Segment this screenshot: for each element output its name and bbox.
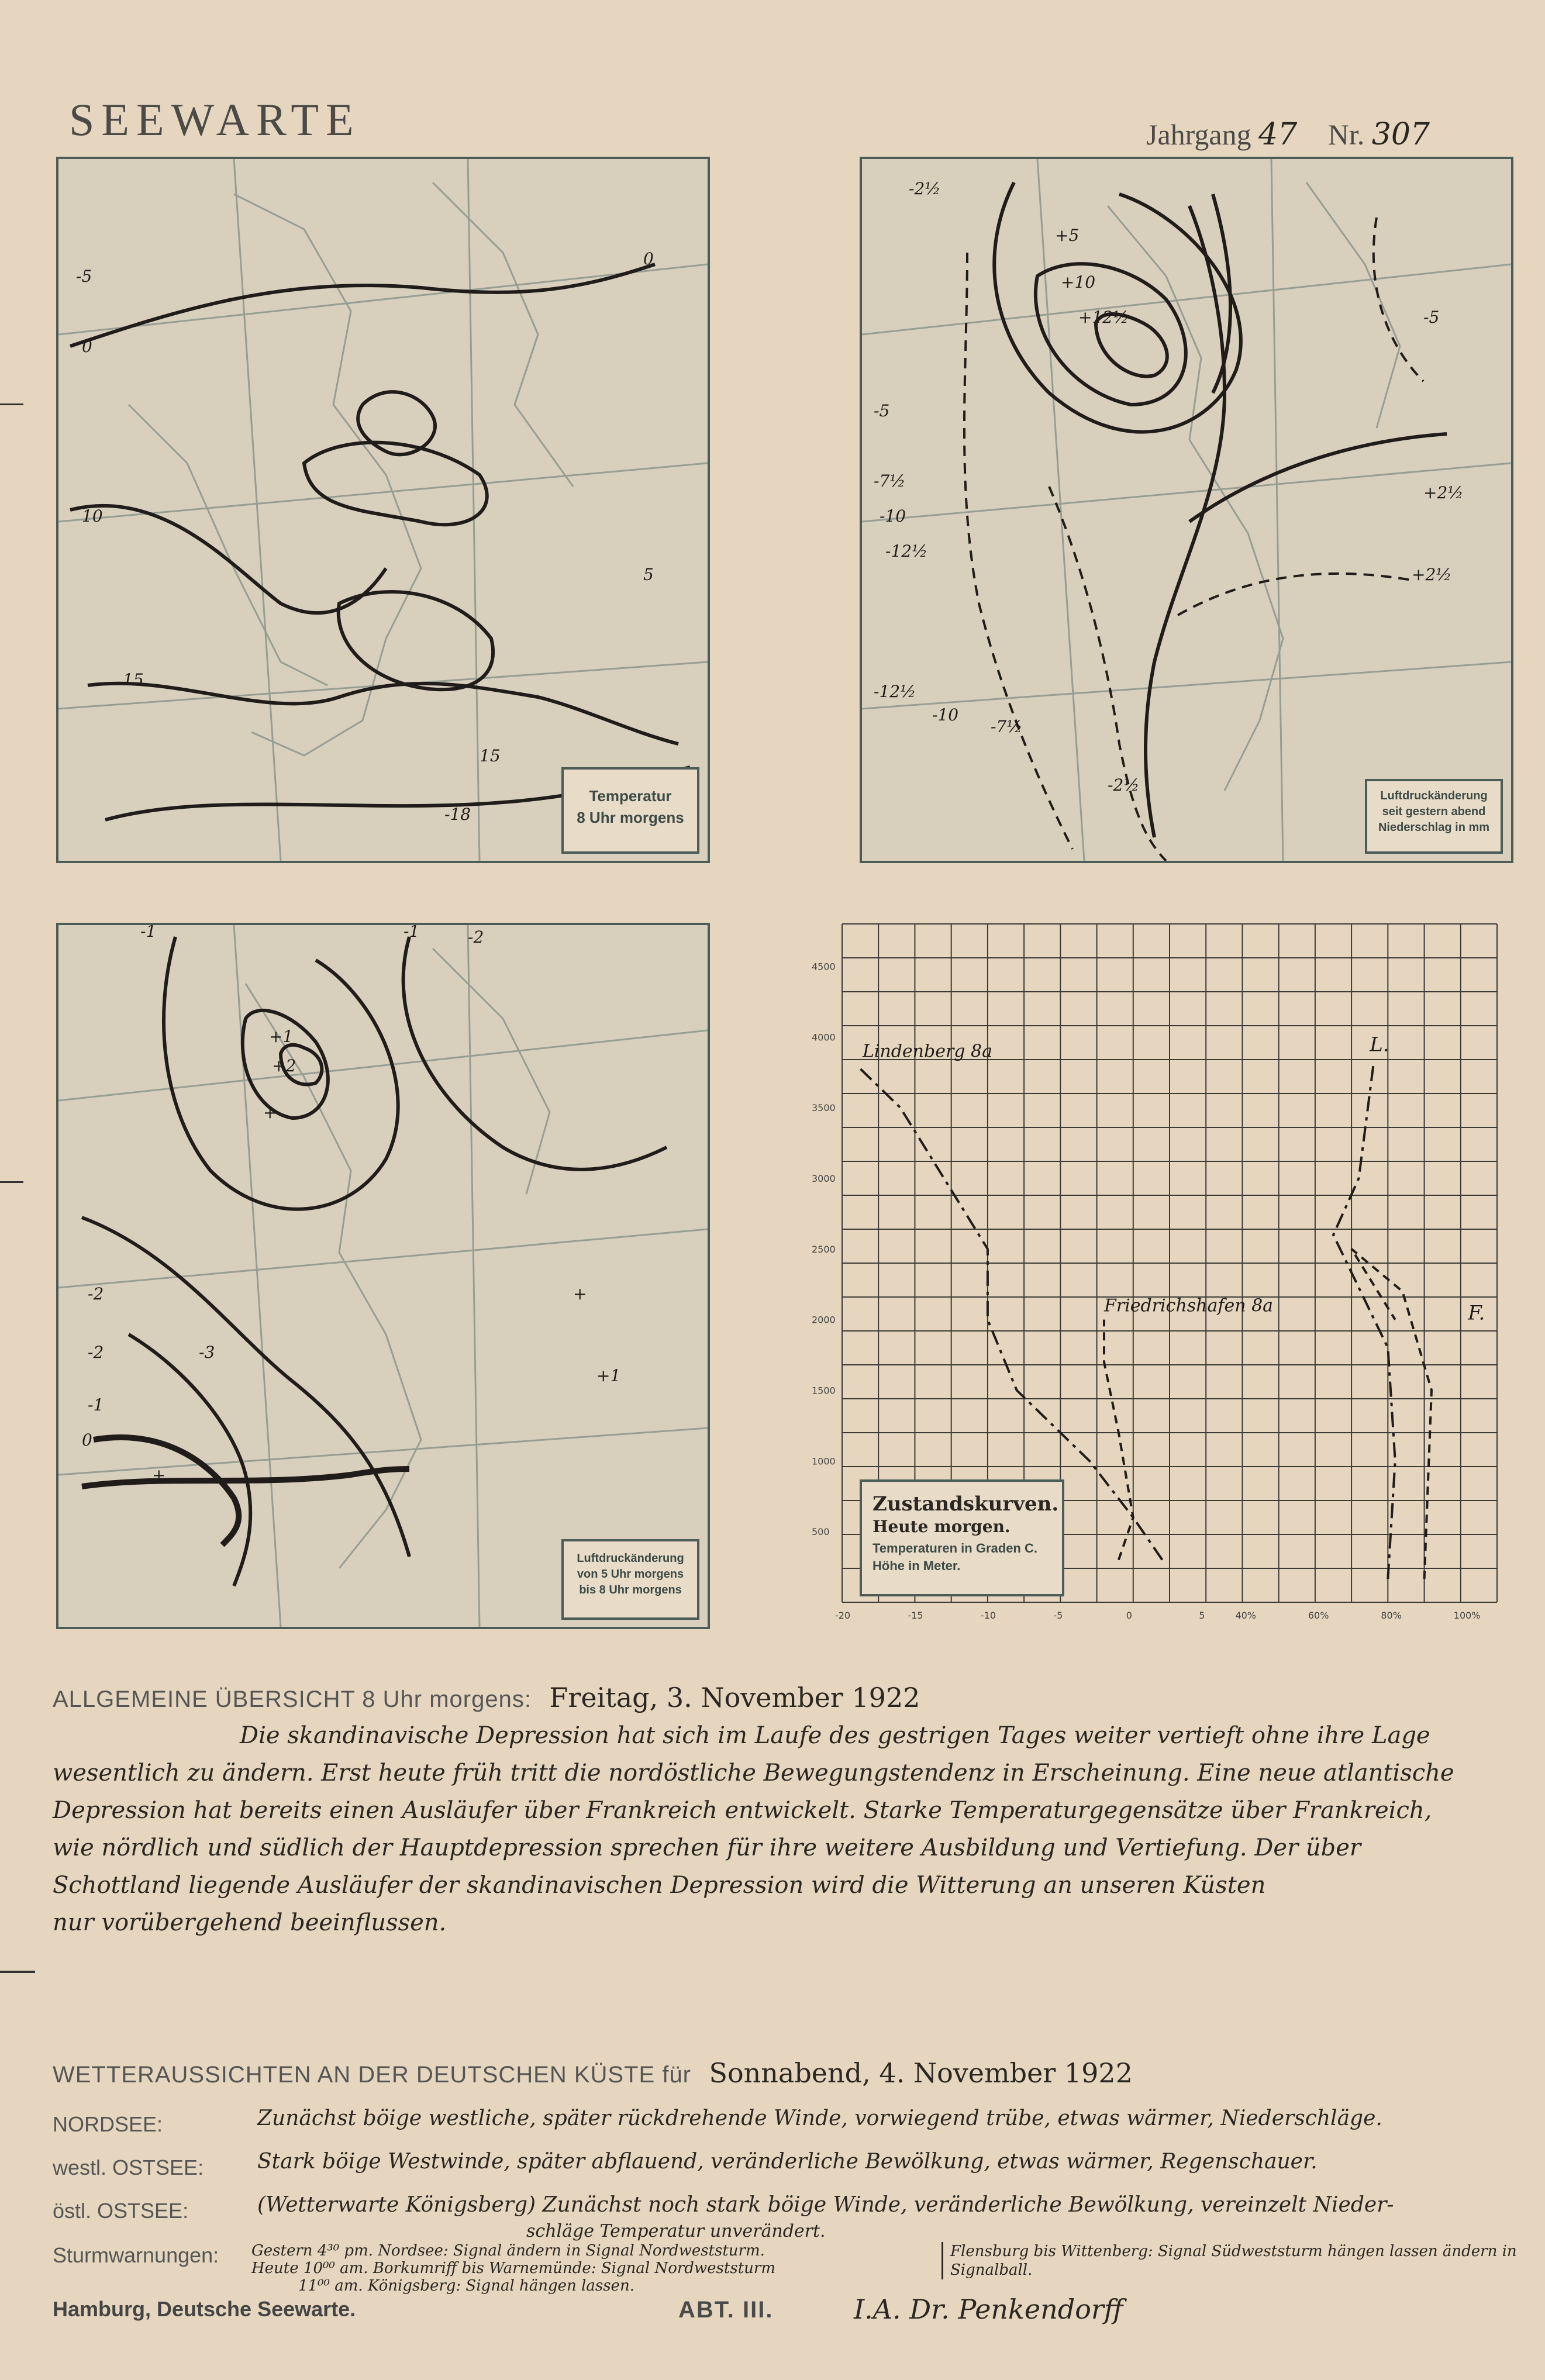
svg-text:-12½: -12½ — [874, 682, 916, 701]
forecast-text-oestl-ostsee: (Wetterwarte Königsberg) Zunächst noch stark böige Winde, veränderliche Bewölkung, vereinzelt Nieder- — [257, 2193, 1394, 2217]
y-tick-label: 1000 — [812, 1455, 836, 1467]
series-line — [1104, 1320, 1133, 1560]
svg-text:-12½: -12½ — [885, 541, 928, 561]
y-tick-label: 4500 — [812, 961, 836, 972]
svg-text:-2: -2 — [468, 927, 484, 947]
storm-label: Sturmwarnungen: — [53, 2243, 219, 2267]
pressure-change-legend-line1: Luftdruckänderung — [1380, 789, 1488, 802]
footer-place: Hamburg, Deutsche Seewarte. — [53, 2297, 356, 2321]
x-tick-label: 5 — [1199, 1610, 1205, 1621]
svg-text:-5: -5 — [874, 401, 890, 420]
humidity-curve-l — [1333, 1065, 1395, 1579]
curve-label-f: F. — [1468, 1301, 1485, 1325]
overview-line: wie nördlich und südlich der Hauptdepression sprechen für ihre weitere Ausbildung und Vertiefung. Der über — [53, 1834, 1361, 1861]
svg-text:-18: -18 — [444, 805, 471, 824]
forecast-date: Sonnabend, 4. November 1922 — [709, 2057, 1133, 2089]
pressure-change-legend-line3: Niederschlag in mm — [1378, 821, 1490, 834]
chart-legend-line2: Höhe in Meter. — [872, 1558, 961, 1573]
x-tick-label: -20 — [835, 1610, 851, 1621]
svg-text:5: 5 — [643, 565, 654, 584]
pressure-change-map-drawing — [862, 159, 1511, 861]
svg-text:0: 0 — [643, 249, 654, 268]
x-tick-label: -5 — [1053, 1610, 1063, 1621]
series-label: Lindenberg 8a — [862, 1041, 993, 1062]
pressure-5-8-map-drawing — [58, 925, 708, 1627]
forecast-label-oestl-ostsee: östl. OSTSEE: — [53, 2199, 189, 2223]
x-tick-label: -15 — [908, 1610, 923, 1621]
pressure-5-8-legend — [561, 1539, 699, 1620]
forecast-text-nordsee: Zunächst böige westliche, später rückdrehende Winde, vorwiegend trübe, etwas wärmer, Niederschläge. — [257, 2106, 1382, 2130]
forecast-text-westl-ostsee: Stark böige Westwinde, später abflauend, veränderliche Bewölkung, etwas wärmer, Regenschauer. — [257, 2150, 1318, 2174]
svg-text:+: + — [573, 1284, 587, 1303]
pressure-change-map — [860, 157, 1513, 863]
overview-date: Freitag, 3. November 1922 — [549, 1682, 920, 1713]
svg-text:+12½: +12½ — [1078, 308, 1129, 327]
margin-mark — [0, 1181, 23, 1183]
x-tick-label: 80% — [1381, 1610, 1402, 1621]
y-tick-label: 3500 — [812, 1102, 836, 1114]
overview-line: Schottland liegende Ausläufer der skandinavischen Depression wird die Witterung an unseren Küsten — [53, 1872, 1266, 1899]
series-label: Friedrichshafen 8a — [1104, 1295, 1274, 1316]
margin-mark — [0, 1971, 35, 1973]
storm-warnings — [251, 2242, 936, 2295]
svg-text:-5: -5 — [76, 267, 92, 286]
svg-text:-2½: -2½ — [909, 179, 941, 198]
forecast-text-oestl-ostsee-cont: schläge Temperatur unverändert. — [526, 2221, 826, 2241]
temperature-map-drawing — [58, 159, 708, 861]
svg-text:+10: +10 — [1061, 273, 1096, 292]
state-curves-chart — [807, 912, 1520, 1637]
signature: I.A. Dr. Penkendorff — [854, 2293, 1123, 2325]
x-tick-label: 0 — [1126, 1610, 1132, 1621]
pressure-5-8-legend-line3: bis 8 Uhr morgens — [579, 1584, 682, 1596]
svg-text:+2½: +2½ — [1412, 565, 1452, 584]
issue-info — [1146, 117, 1430, 152]
publication-title: SEEWARTE — [69, 94, 361, 145]
y-tick-label: 2000 — [812, 1314, 836, 1326]
svg-text:-7½: -7½ — [991, 717, 1023, 736]
x-tick-label: 60% — [1308, 1610, 1329, 1621]
pressure-change-legend-line2: seit gestern abend — [1382, 805, 1486, 818]
svg-text:+: + — [263, 1103, 277, 1122]
svg-text:-2½: -2½ — [1108, 775, 1140, 795]
curve-label-l: L. — [1370, 1033, 1389, 1057]
svg-text:10: 10 — [82, 506, 103, 526]
storm-line: 11⁰⁰ am. Königsberg: Signal hängen lassen. — [298, 2277, 634, 2295]
storm-warnings-right: Flensburg bis Wittenberg: Signal Südweststurm hängen lassen ändern in Signalball. — [942, 2242, 1529, 2279]
storm-line: Heute 10⁰⁰ am. Borkumriff bis Warnemünde: Signal Nordweststurm — [251, 2260, 775, 2277]
y-tick-label: 2500 — [812, 1243, 836, 1255]
pressure-change-legend — [1365, 779, 1503, 854]
y-tick-label: 1500 — [812, 1385, 836, 1396]
margin-mark — [0, 403, 23, 405]
overview-text — [53, 1717, 1497, 1941]
temperature-map — [56, 157, 710, 863]
svg-text:+1: +1 — [596, 1366, 621, 1385]
chart-title: Zustandskurven. — [872, 1492, 1059, 1516]
svg-text:+: + — [152, 1465, 166, 1485]
forecast-label-nordsee: NORDSEE: — [53, 2112, 163, 2136]
pressure-5-8-map — [56, 923, 710, 1629]
x-tick-label: 40% — [1235, 1610, 1257, 1621]
svg-text:-1: -1 — [88, 1395, 104, 1415]
svg-text:15: 15 — [123, 670, 144, 689]
overview-line: wesentlich zu ändern. Erst heute früh tritt die nordöstliche Bewegungstendenz in Erscheinung. Eine neue atlantische — [53, 1760, 1454, 1786]
department-stamp: ABT. III. — [678, 2297, 774, 2323]
y-tick-label: 4000 — [812, 1032, 836, 1043]
svg-text:+2: +2 — [272, 1056, 296, 1075]
jahrgang-label: Jahrgang — [1146, 118, 1251, 151]
chart-legend-box — [860, 1479, 1064, 1596]
y-tick-label: 3000 — [812, 1173, 836, 1184]
y-tick-label: 500 — [812, 1526, 830, 1538]
svg-text:+1: +1 — [269, 1027, 294, 1046]
forecast-heading — [53, 2057, 1133, 2089]
chart-legend-line1: Temperaturen in Graden C. — [872, 1541, 1037, 1555]
svg-text:-10: -10 — [932, 705, 959, 725]
svg-text:-1: -1 — [404, 925, 420, 941]
svg-text:0: 0 — [82, 1430, 92, 1450]
jahrgang-value: 47 — [1258, 117, 1298, 152]
x-tick-label: 100% — [1453, 1610, 1481, 1621]
svg-text:-1: -1 — [140, 925, 157, 941]
overview-title: ALLGEMEINE ÜBERSICHT 8 Uhr morgens: — [53, 1686, 532, 1712]
temperature-legend-line2: 8 Uhr morgens — [577, 809, 684, 826]
pressure-5-8-legend-line1: Luftdruckänderung — [577, 1552, 684, 1565]
forecast-label-westl-ostsee: westl. OSTSEE: — [53, 2155, 204, 2179]
nr-label: Nr. — [1327, 118, 1365, 151]
svg-text:0: 0 — [82, 337, 92, 356]
svg-text:-5: -5 — [1423, 308, 1440, 327]
svg-text:15: 15 — [480, 746, 501, 765]
svg-text:-2: -2 — [88, 1343, 104, 1362]
storm-line: Gestern 4³⁰ pm. Nordsee: Signal ändern in Signal Nordweststurm. — [251, 2242, 765, 2260]
overview-line: Die skandinavische Depression hat sich im Laufe des gestrigen Tages weiter vertieft ohne ihre Lage — [240, 1722, 1430, 1749]
svg-text:+5: +5 — [1055, 226, 1080, 245]
chart-subtitle: Heute morgen. — [872, 1517, 1011, 1536]
forecast-title: WETTERAUSSICHTEN AN DER DEUTSCHEN KÜSTE für — [53, 2062, 692, 2088]
svg-text:-10: -10 — [880, 506, 906, 526]
temperature-legend-line1: Temperatur — [589, 787, 672, 805]
svg-text:-7½: -7½ — [874, 471, 906, 491]
overview-heading — [53, 1682, 920, 1713]
pressure-5-8-legend-line2: von 5 Uhr morgens — [577, 1568, 684, 1581]
nr-value: 307 — [1371, 117, 1430, 152]
svg-text:-2: -2 — [88, 1284, 104, 1303]
svg-text:+2½: +2½ — [1423, 483, 1464, 502]
temperature-legend — [561, 767, 699, 854]
svg-text:-3: -3 — [199, 1343, 215, 1362]
overview-line: nur vorübergehend beeinflussen. — [53, 1909, 447, 1936]
overview-line: Depression hat bereits einen Ausläufer über Frankreich entwickelt. Starke Temperaturgegensätze über Frankreich, — [53, 1797, 1432, 1824]
x-tick-label: -10 — [980, 1610, 996, 1621]
